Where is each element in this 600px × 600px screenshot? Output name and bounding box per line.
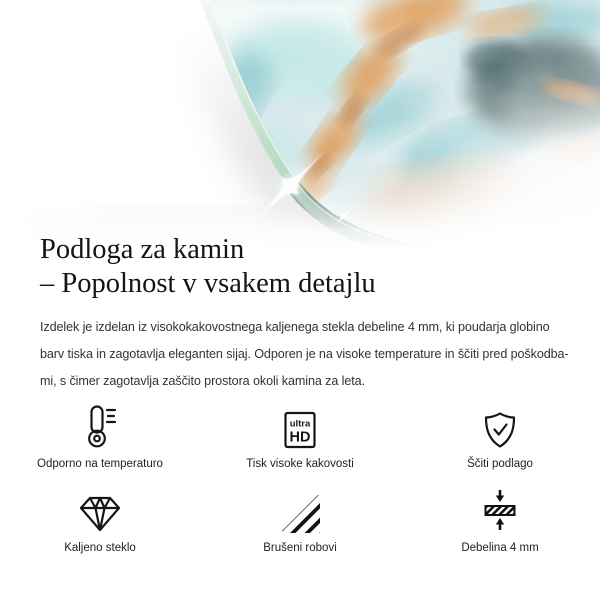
feature-label: Ščiti podlago — [467, 458, 533, 470]
description-line: mi, s čimer zagotavlja zaščito prostora okoli kamina za leta. — [40, 374, 365, 388]
product-description — [40, 314, 580, 395]
feature-label: Debelina 4 mm — [461, 542, 539, 554]
ultra-hd-icon — [284, 402, 316, 449]
hero-product-image — [0, 0, 600, 258]
feature-label: Brušeni robovi — [263, 542, 337, 554]
feature-label: Tisk visoke kakovosti — [246, 458, 354, 470]
feature-tempered-glass — [0, 486, 200, 554]
svg-text:ultra: ultra — [289, 418, 311, 430]
feature-label: Odporno na temperaturo — [37, 458, 163, 470]
title-line-1: Podloga za kamin — [40, 234, 245, 265]
shield-check-icon — [483, 402, 517, 449]
feature-thickness — [400, 486, 600, 554]
brushed-edges-icon — [280, 486, 320, 533]
description-line: Izdelek je izdelan iz visokokakovostnega kaljenega stekla debeline 4 mm, ki poudarja globino — [40, 320, 550, 334]
thickness-icon — [483, 486, 517, 533]
text-content — [40, 233, 580, 395]
svg-text:HD: HD — [289, 429, 311, 446]
feature-print-quality — [200, 402, 400, 470]
page-title — [40, 233, 580, 301]
feature-label: Kaljeno steklo — [64, 542, 136, 554]
thermometer-icon — [83, 402, 117, 449]
diamond-icon — [78, 486, 122, 533]
feature-temperature — [0, 402, 200, 470]
title-line-2: – Popolnost v vsakem detajlu — [40, 268, 376, 299]
feature-brushed-edges — [200, 486, 400, 554]
description-line: barv tiska in zagotavlja eleganten sijaj. Odporen je na visoke temperature in ščiti pred poškodba- — [40, 347, 569, 361]
feature-grid — [0, 402, 600, 554]
feature-protects — [400, 402, 600, 470]
